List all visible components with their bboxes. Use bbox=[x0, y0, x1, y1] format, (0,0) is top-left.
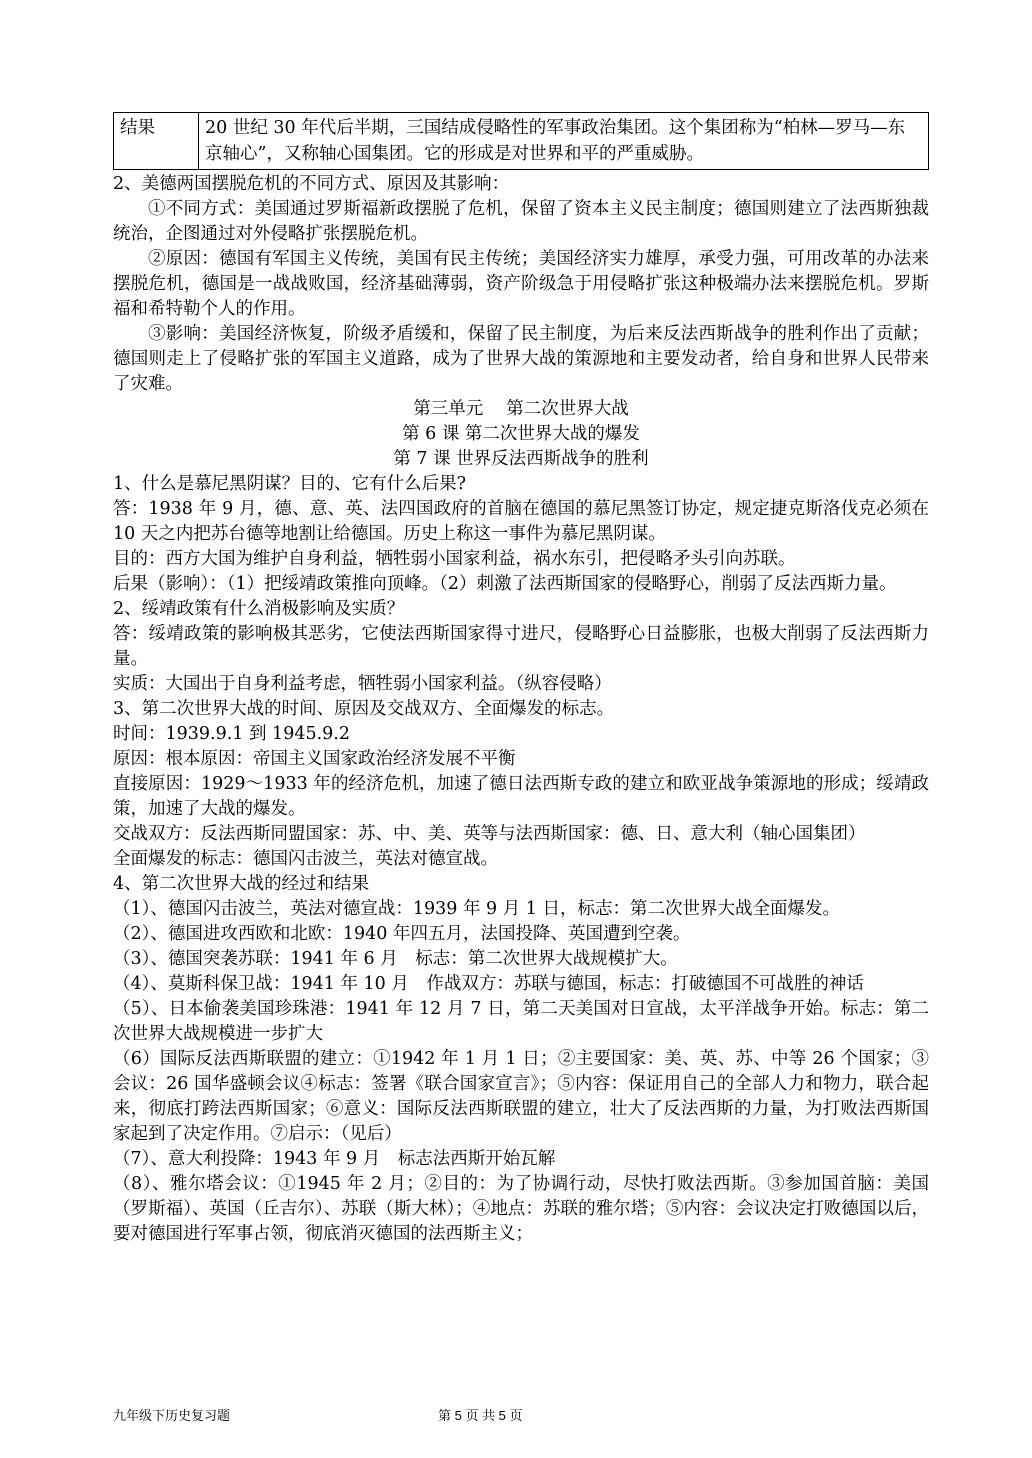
list-item: （2）、德国进攻西欧和北欧：1940 年四五月，法国投降、英国遭到空袭。 bbox=[113, 924, 691, 944]
paragraph: 答：绥靖政策的影响极其恶劣，它使法西斯国家得寸进尺，侵略野心日益膨胀，也极大削弱了反法西斯力量。 bbox=[113, 624, 929, 669]
paragraph: ③影响：美国经济恢复，阶级矛盾缓和，保留了民主制度，为后来反法西斯战争的胜利作出了贡献；德国则走上了侵略扩张的军国主义道路，成为了世界大战的策源地和主要发动者，给自身和世界人民带来了灾难。 bbox=[113, 324, 929, 394]
lesson-title: 第 7 课 世界反法西斯战争的胜利 bbox=[393, 449, 649, 469]
list-item: （1）、德国闪击波兰，英法对德宣战：1939 年 9 月 1 日，标志：第二次世界大战全面爆发。 bbox=[113, 899, 840, 919]
paragraph: 答：1938 年 9 月，德、意、英、法四国政府的首脑在德国的慕尼黑签订协定，规定捷克斯洛伐克必须在 10 天之内把苏台德等地割让给德国。历史上称这一事件为慕尼黑阴谋。 bbox=[113, 499, 929, 544]
document-page bbox=[113, 112, 929, 1247]
question: 2、绥靖政策有什么消极影响及实质？ bbox=[113, 599, 405, 619]
list-item: （8）、雅尔塔会议：①1945 年 2 月；②目的：为了协调行动，尽快打败法西斯。③参加国首脑：美国（罗斯福）、英国（丘吉尔）、苏联（斯大林）；④地点：苏联的雅尔塔；⑤内容：会议决定打败德国以后，要对德国进行军事占领，彻底消灭德国的法西斯主义； bbox=[113, 1174, 929, 1244]
table-text-cell: 20 世纪 30 年代后半期，三国结成侵略性的军事政治集团。这个集团称为“柏林—罗马—东京轴心”，又称轴心国集团。它的形成是对世界和平的严重威胁。 bbox=[199, 113, 929, 170]
list-item: （7）、意大利投降：1943 年 9 月 标志法西斯开始瓦解 bbox=[113, 1149, 556, 1169]
unit-title: 第三单元 第二次世界大战 bbox=[413, 399, 629, 419]
paragraph: 直接原因：1929～1933 年的经济危机，加速了德日法西斯专政的建立和欧亚战争策源地的形成；绥靖政策，加速了大战的爆发。 bbox=[113, 774, 929, 819]
list-item: （3）、德国突袭苏联：1941 年 6 月 标志：第二次世界大战规模扩大。 bbox=[113, 949, 678, 969]
list-item: （4）、莫斯科保卫战：1941 年 10 月 作战双方：苏联与德国，标志：打破德国不可战胜的神话 bbox=[113, 974, 864, 994]
list-item: （6）国际反法西斯联盟的建立：①1942 年 1 月 1 日；②主要国家：美、英、苏、中等 26 个国家；③会议：26 国华盛顿会议④标志：签署《联合国家宣言》；⑤内容：保证用自己的全部人力和物力，联合起来，彻底打跨法西斯国家；⑥意义：国际反法西斯联盟的建立，壮大了反法西斯的力量，为打败法西斯国家起到了决定作用。⑦启示：（见后） bbox=[113, 1049, 929, 1144]
paragraph: 全面爆发的标志：德国闪击波兰，英法对德宣战。 bbox=[113, 849, 498, 869]
paragraph: 交战双方：反法西斯同盟国家：苏、中、美、英等与法西斯国家：德、日、意大利（轴心国集团） bbox=[113, 824, 866, 844]
paragraph: 目的：西方大国为维护自身利益，牺牲弱小国家利益，祸水东引，把侵略矛头引向苏联。 bbox=[113, 549, 796, 569]
paragraph: 原因：根本原因：帝国主义国家政治经济发展不平衡 bbox=[113, 749, 516, 769]
table-row bbox=[114, 113, 929, 170]
paragraph: ②原因：德国有军国主义传统，美国有民主传统；美国经济实力雄厚，承受力强，可用改革的办法来摆脱危机，德国是一战战败国，经济基础薄弱，资产阶级急于用侵略扩张这种极端办法来摆脱危机。罗斯福和希特勒个人的作用。 bbox=[113, 249, 929, 319]
section-heading: 2、美德两国摆脱危机的不同方式、原因及其影响： bbox=[113, 174, 510, 194]
footer-doc-title: 九年级下历史复习题 bbox=[113, 1408, 231, 1423]
question: 3、第二次世界大战的时间、原因及交战双方、全面爆发的标志。 bbox=[113, 699, 615, 719]
paragraph: 时间：1939.9.1 到 1945.9.2 bbox=[113, 724, 350, 744]
lesson-title: 第 6 课 第二次世界大战的爆发 bbox=[402, 424, 640, 444]
table-label-cell: 结果 bbox=[114, 113, 199, 170]
question: 1、什么是慕尼黑阴谋？目的、它有什么后果? bbox=[113, 474, 467, 494]
document-body bbox=[113, 172, 929, 1247]
list-item: （5）、日本偷袭美国珍珠港：1941 年 12 月 7 日，第二天美国对日宣战，太平洋战争开始。标志：第二次世界大战规模进一步扩大 bbox=[113, 999, 929, 1044]
page-number: 第 5 页 共 5 页 bbox=[438, 1408, 523, 1423]
paragraph: ①不同方式：美国通过罗斯福新政摆脱了危机，保留了资本主义民主制度；德国则建立了法西斯独裁统治，企图通过对外侵略扩张摆脱危机。 bbox=[113, 199, 929, 244]
result-table bbox=[113, 112, 929, 170]
question: 4、第二次世界大战的经过和结果 bbox=[113, 874, 370, 894]
paragraph: 实质：大国出于自身利益考虑，牺牲弱小国家利益。（纵容侵略） bbox=[113, 674, 612, 694]
paragraph: 后果（影响）：（1）把绥靖政策推向顶峰。（2）刺激了法西斯国家的侵略野心，削弱了反法西斯力量。 bbox=[113, 574, 897, 594]
